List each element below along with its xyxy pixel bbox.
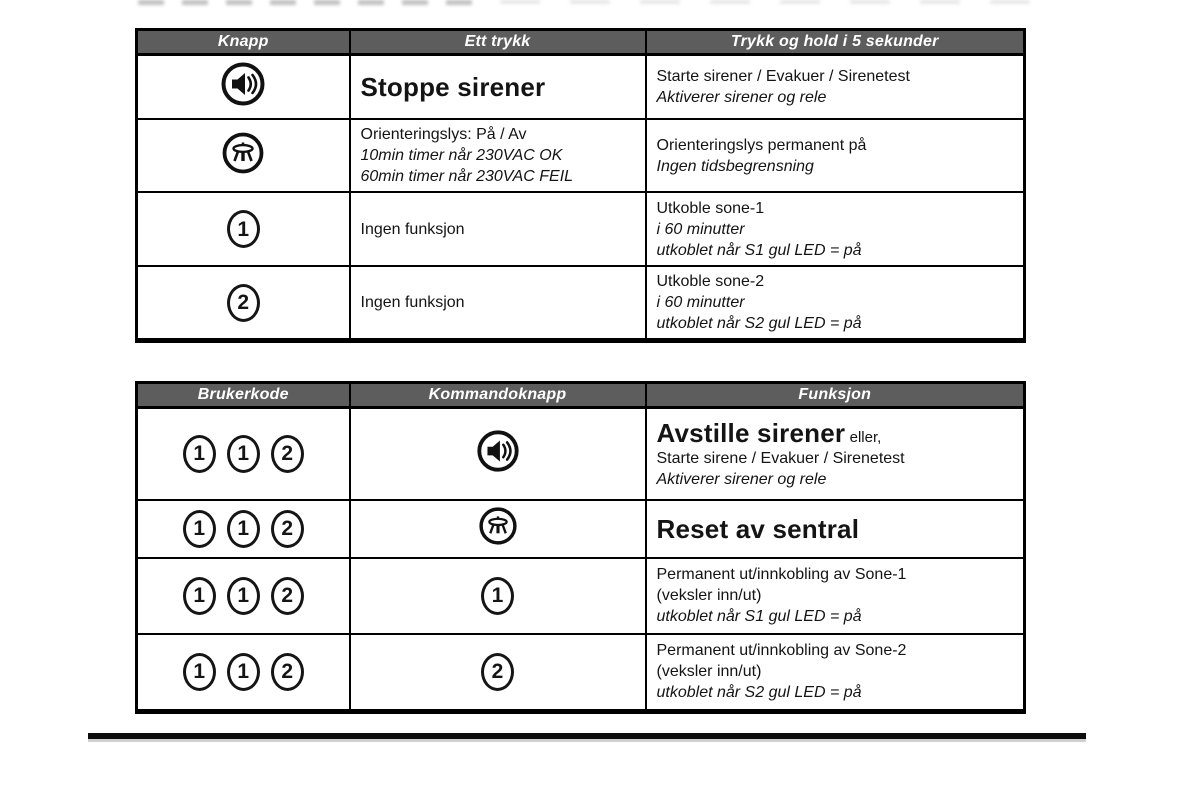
command-button-cell <box>350 500 646 558</box>
digit-1-icon: 1 <box>481 577 514 615</box>
function-cell <box>646 558 1025 634</box>
user-code-cell <box>137 558 350 634</box>
function-line: Permanent ut/innkobling av Sone-2 <box>656 642 907 660</box>
hold-cell <box>646 266 1025 341</box>
digit-1-icon: 1 <box>183 653 216 691</box>
digit-1-icon: 1 <box>183 510 216 548</box>
function-line-italic: utkoblet når S2 gul LED = på <box>656 684 862 702</box>
horizontal-rule <box>88 733 1086 739</box>
header-knapp: Knapp <box>137 30 350 55</box>
function-line: Permanent ut/innkobling av Sone-1 <box>656 566 907 583</box>
table-row <box>137 55 1025 120</box>
function-line: (veksler inn/ut) <box>656 587 762 604</box>
function-line: Starte sirene / Evakuer / Sirenetest <box>656 449 905 467</box>
digit-2-icon: 2 <box>271 510 304 548</box>
lamp-icon <box>477 505 519 547</box>
table-row <box>137 266 1025 341</box>
table-header-row <box>137 30 1025 55</box>
hold-line-italic: utkoblet når S2 gul LED = på <box>656 315 862 332</box>
hold-cell <box>646 192 1025 266</box>
speaker-icon <box>219 60 267 108</box>
press-line-italic: 60min timer når 230VAC FEIL <box>360 168 574 185</box>
one-press-cell <box>350 55 646 120</box>
header-trykk-og-hold: Trykk og hold i 5 sekunder <box>646 30 1025 55</box>
function-line-italic: Aktiverer sirener og rele <box>656 470 827 488</box>
press-line: Ingen funksjon <box>360 294 465 311</box>
user-code-cell <box>137 634 350 712</box>
one-press-cell <box>350 119 646 192</box>
table-row <box>137 119 1025 192</box>
table-row <box>137 558 1025 634</box>
table-row <box>137 500 1025 558</box>
function-line-italic: utkoblet når S1 gul LED = på <box>656 608 862 625</box>
hold-line: Starte sirener / Evakuer / Sirenetest <box>656 68 910 85</box>
button-cell <box>137 266 350 341</box>
digit-1-icon: 1 <box>227 653 260 691</box>
header-funksjon: Funksjon <box>646 383 1025 408</box>
table-header-row <box>137 383 1025 408</box>
hold-line-italic: Aktiverer sirener og rele <box>656 89 827 106</box>
lamp-icon <box>220 130 266 176</box>
hold-line-italic: i 60 minutter <box>656 220 745 238</box>
hold-line-italic: Ingen tidsbegrensning <box>656 157 814 175</box>
command-button-cell <box>350 558 646 634</box>
hold-cell <box>646 55 1025 120</box>
header-ett-trykk: Ett trykk <box>350 30 646 55</box>
table-row <box>137 408 1025 500</box>
table-row <box>137 634 1025 712</box>
hold-line-italic: i 60 minutter <box>656 294 745 311</box>
button-functions-table <box>135 28 1026 343</box>
button-cell <box>137 55 350 120</box>
function-title: Reset av sentral <box>656 513 860 544</box>
hold-line: Utkoble sone-1 <box>656 199 765 217</box>
function-cell <box>646 408 1025 500</box>
header-kommandoknapp: Kommandoknapp <box>350 383 646 408</box>
digit-1-icon: 1 <box>183 435 216 473</box>
digit-2-icon: 2 <box>271 577 304 615</box>
button-cell <box>137 119 350 192</box>
command-button-cell <box>350 634 646 712</box>
digit-2-icon: 2 <box>481 653 514 691</box>
press-line: Ingen funksjon <box>360 220 465 238</box>
digit-1-icon: 1 <box>227 577 260 615</box>
digit-1-icon: 1 <box>227 210 260 248</box>
press-line-italic: 10min timer når 230VAC OK <box>360 147 563 164</box>
header-brukerkode: Brukerkode <box>137 383 350 408</box>
press-line: Orienteringslys: På / Av <box>360 126 527 143</box>
one-press-cell <box>350 192 646 266</box>
hold-cell <box>646 119 1025 192</box>
cropped-text-smudge <box>138 0 490 5</box>
function-cell <box>646 634 1025 712</box>
user-code-commands-table <box>135 381 1026 714</box>
speaker-icon <box>475 428 521 474</box>
function-title: Avstille sirener <box>656 417 846 448</box>
button-cell <box>137 192 350 266</box>
digit-1-icon: 1 <box>227 435 260 473</box>
one-press-title: Stoppe sirener <box>360 72 546 102</box>
digit-1-icon: 1 <box>227 510 260 548</box>
function-line: (veksler inn/ut) <box>656 663 762 681</box>
command-button-cell <box>350 408 646 500</box>
cropped-text-smudge-faint <box>500 0 1030 4</box>
user-code-cell <box>137 500 350 558</box>
hold-line: Orienteringslys permanent på <box>656 136 867 154</box>
user-code-cell <box>137 408 350 500</box>
digit-2-icon: 2 <box>271 653 304 691</box>
hold-line-italic: utkoblet når S1 gul LED = på <box>656 241 862 259</box>
digit-2-icon: 2 <box>227 284 260 322</box>
function-suffix: eller, <box>849 428 882 446</box>
one-press-cell <box>350 266 646 341</box>
digit-2-icon: 2 <box>271 435 304 473</box>
table-row <box>137 192 1025 266</box>
function-cell <box>646 500 1025 558</box>
hold-line: Utkoble sone-2 <box>656 273 765 290</box>
digit-1-icon: 1 <box>183 577 216 615</box>
